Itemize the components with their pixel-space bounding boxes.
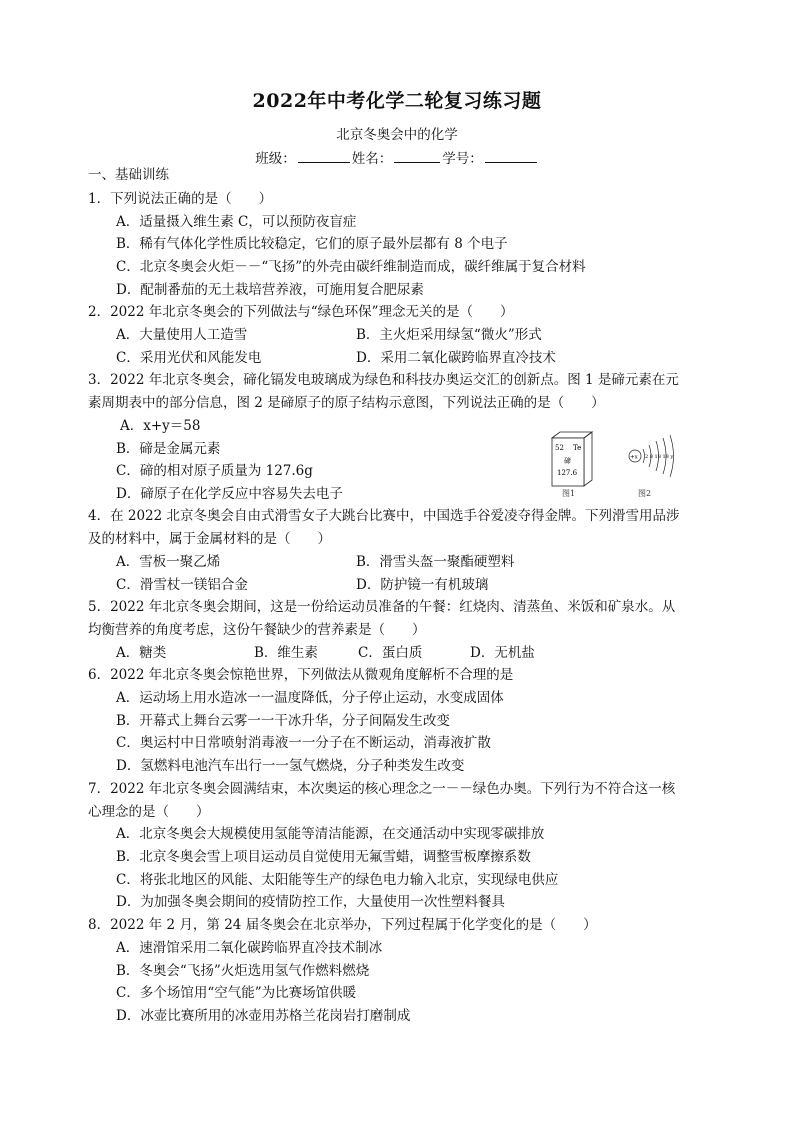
q4-option-d: D．防护镜一有机玻璃: [356, 577, 489, 593]
question-1-stem: 1．下列说法正确的是（ ）: [88, 191, 273, 207]
q5-option-d: D．无机盐: [470, 645, 535, 661]
question-8-stem: 8．2022 年 2 月，第 24 届冬奥会在北京举办，下列过程属于化学变化的是（ ）: [88, 917, 597, 933]
q5-option-a: A．糖类: [116, 645, 167, 661]
q7-option-c: C．将张北地区的风能、太阳能等生产的绿色电力输入北京，实现绿电供应: [116, 872, 559, 888]
question-4-stem-line2: 及的材料中，属于金属材料的是（ ）: [88, 531, 331, 547]
q7-option-b: B．北京冬奥会雪上项目运动员自觉使用无氟雪蜡，调整雪板摩擦系数: [116, 849, 531, 865]
question-6-stem: 6．2022 年北京冬奥会惊艳世界，下列做法从微观角度解析不合理的是: [88, 667, 514, 683]
q3-option-d: D．碲原子在化学反应中容易失去电子: [116, 486, 343, 502]
name-blank: [394, 150, 440, 163]
question-5-stem-line1: 5．2022 年北京冬奥会期间，这是一份给运动员准备的午餐：红烧肉、清蒸鱼、米饭和矿泉水。从: [88, 599, 676, 615]
id-blank: [485, 150, 537, 163]
student-info-line: [0, 147, 794, 167]
q7-option-d: D．为加强冬奥会期间的疫情防控工作，大量使用一次性塑料餐具: [116, 894, 505, 910]
q3-option-c: C．碲的相对原子质量为 127.6g: [116, 463, 313, 479]
q1-option-a: A．适量摄入维生素 C，可以预防夜盲症: [116, 214, 357, 230]
q4-option-b: B．滑雪头盔一聚酯硬塑料: [356, 554, 515, 570]
q5-option-c: C．蛋白质: [358, 645, 423, 661]
q2-option-c: C．采用光伏和风能发电: [116, 350, 262, 366]
class-blank: [298, 150, 350, 163]
nucleus-charge: +x: [630, 454, 638, 461]
q3-option-a: A．x+y＝58: [120, 418, 201, 434]
electron-shells: 2 8 18 18 y: [645, 454, 674, 460]
section-heading: 一、基础训练: [88, 167, 169, 183]
q6-option-b: B．开幕式上舞台云雾一一干冰升华，分子间隔发生改变: [116, 713, 450, 729]
q6-option-c: C．奥运村中日常喷射消毒液一一分子在不断运动，消毒液扩散: [116, 735, 491, 751]
q8-option-a: A．速滑馆采用二氧化碳跨临界直冷技术制冰: [116, 940, 383, 956]
atomic-structure-figure: [629, 435, 674, 477]
q6-option-a: A．运动场上用水造冰一一温度降低，分子停止运动，水变成固体: [116, 690, 504, 706]
q6-option-d: D．氢燃料电池汽车出行一一氢气燃烧，分子种类发生改变: [116, 758, 465, 774]
class-label: 班级：: [255, 151, 296, 167]
q4-option-a: A．雪板一聚乙烯: [116, 554, 221, 570]
q4-option-c: C．滑雪杖一镁铝合金: [116, 577, 248, 593]
atomic-mass: 127.6: [557, 469, 578, 477]
element-cell-figure: [552, 432, 592, 486]
question-2-stem: 2．2022 年北京冬奥会的下列做法与“绿色环保”理念无关的是（ ）: [88, 304, 514, 320]
page-title: 2022年中考化学二轮复习练习题: [252, 90, 542, 112]
element-name: 碲: [564, 457, 571, 465]
figure-1-caption: 图1: [562, 489, 576, 498]
tellurium-figures: [540, 430, 700, 502]
id-label: 学号：: [442, 151, 483, 167]
q7-option-a: A．北京冬奥会大规模使用氢能等清洁能源，在交通活动中实现零碳排放: [116, 826, 545, 842]
q1-option-d: D．配制番茄的无土栽培营养液，可施用复合肥尿素: [116, 282, 424, 298]
q2-option-b: B．主火炬采用绿氢“微火”形式: [356, 327, 542, 343]
atomic-number: 52: [555, 444, 564, 452]
question-7-stem-line2: 心理念的是（ ）: [88, 804, 210, 820]
question-7-stem-line1: 7．2022 年北京冬奥会圆满结束，本次奥运的核心理念之一－－绿色办奥。下列行为不符合这一核: [88, 781, 676, 797]
q1-option-c: C．北京冬奥会火炬－－“飞扬”的外壳由碳纤维制造而成，碳纤维属于复合材料: [116, 259, 586, 275]
q5-option-b: B．维生素: [254, 645, 318, 661]
q8-option-d: D．冰壶比赛所用的冰壶用苏格兰花岗岩打磨制成: [116, 1008, 411, 1024]
q2-option-d: D．采用二氧化碳跨临界直冷技术: [356, 350, 556, 366]
q8-option-b: B．冬奥会“飞扬”火炬选用氢气作燃料燃烧: [116, 963, 370, 979]
name-label: 姓名：: [351, 151, 393, 167]
q2-option-a: A．大量使用人工造雪: [116, 327, 248, 343]
element-symbol: Te: [573, 444, 582, 452]
page-subtitle: 北京冬奥会中的化学: [336, 127, 458, 143]
figure-2-caption: 图2: [638, 489, 652, 498]
q1-option-b: B．稀有气体化学性质比较稳定，它们的原子最外层都有 8 个电子: [116, 236, 508, 252]
question-5-stem-line2: 均衡营养的角度考虑，这份午餐缺少的营养素是（ ）: [88, 622, 426, 638]
question-4-stem-line1: 4．在 2022 北京冬奥会自由式滑雪女子大跳台比赛中，中国选手谷爱凌夺得金牌。下列滑雪用品涉: [88, 508, 680, 524]
question-3-stem-line1: 3．2022 年北京冬奥会，碲化镉发电玻璃成为绿色和科技办奥运交汇的创新点。图 1 是碲元素在元: [88, 372, 679, 388]
q8-option-c: C．多个场馆用“空气能”为比赛场馆供暖: [116, 985, 357, 1001]
question-3-stem-line2: 素周期表中的部分信息，图 2 是碲原子的原子结构示意图，下列说法正确的是（ ）: [88, 395, 605, 411]
q3-option-b: B．碲是金属元素: [116, 441, 221, 457]
